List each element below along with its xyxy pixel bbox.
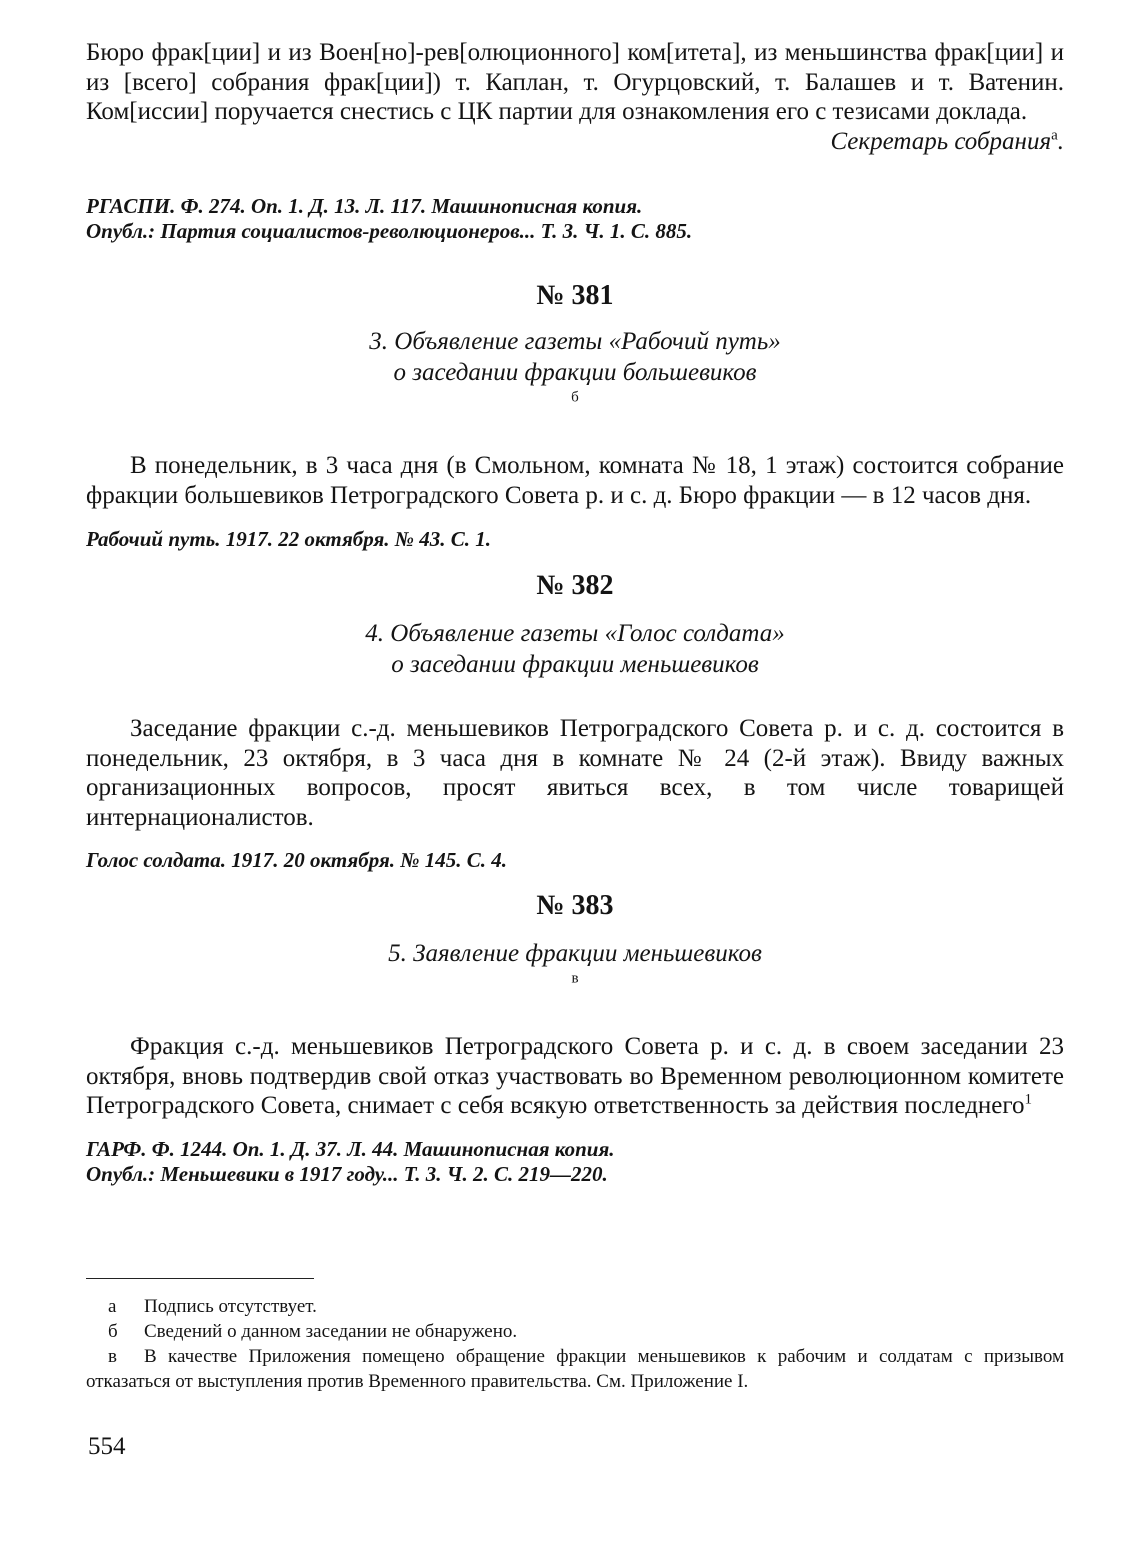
footnote-text: Подпись отсутствует. [144,1296,317,1317]
footnote [86,1344,1064,1394]
document-title-line1: 3. Объявление газеты «Рабочий путь» [369,328,781,355]
document-number: № 383 [536,890,614,921]
footnotes [86,1294,1064,1394]
document-source-line2: Опубл.: Меньшевики в 1917 году... Т. 3. Ч. 2. С. 219—220. [86,1161,608,1186]
signature-text: Секретарь собрания [830,127,1052,155]
top-paragraph: Бюро фрак[ции] и из Воен[но]-рев[олюционного] ком[итета], из меньшинства фрак[ции] и из [всего] собрания фрак[ции]) т. Каплан, т. Огурцовский, т. Балашев и т. Ватенин. Ком[иссии] поручается снестись с ЦК партии для ознакомления его с тезисами доклада. [86,39,1064,125]
document-title [86,618,1064,680]
document-title-line2: о заседании фракции большевиков [393,359,757,386]
document-source: Голос солдата. 1917. 20 октября. № 145. С. 4. [86,848,507,872]
source-top [86,194,1064,244]
document-body: Заседание фракции с.-д. меньшевиков Петроградского Совета р. и с. д. состоится в понедельник, 23 октября, в 3 часа дня в комнате № 24 (2-й этаж). Ввиду важных организационных вопросов, просят явиться всех, в том числе товарищей интернационалистов. [86,715,1064,831]
document-body: В понедельник, в 3 часа дня (в Смольном, комната № 18, 1 этаж) состоится собрание фракции большевиков Петроградского Совета р. и с. д. Бюро фракции — в 12 часов дня. [86,452,1064,509]
document-title-line2: о заседании фракции меньшевиков [391,651,759,678]
body-footnote-mark: 1 [1024,1091,1033,1108]
source-top-line2: Опубл.: Партия социалистов-революционеров... Т. 3. Ч. 1. С. 885. [86,219,693,243]
document-number: № 381 [536,280,614,311]
document-number: № 382 [536,570,614,601]
document-title [86,938,1064,1000]
title-footnote-mark: в [571,970,579,987]
document-382 [86,570,1064,873]
document-source [86,1137,1064,1187]
footnote-separator [86,1278,314,1279]
source-top-line1: РГАСПИ. Ф. 274. Оп. 1. Д. 13. Л. 117. Машинописная копия. [86,194,643,218]
footnote-mark: а [108,1296,117,1317]
document-source-line1: ГАРФ. Ф. 1244. Оп. 1. Д. 37. Л. 44. Машинописная копия. [86,1136,615,1161]
document-title-line1: 4. Объявление газеты «Голос солдата» [365,620,785,647]
footnote-mark: в [108,1346,117,1367]
page-number: 554 [88,1433,126,1460]
document-source: Рабочий путь. 1917. 22 октября. № 43. С. 1. [86,527,492,551]
document-body [86,1032,1064,1121]
footnote-text: Сведений о данном заседании не обнаружено. [144,1321,518,1342]
document-title-line1: 5. Заявление фракции меньшевиков [388,940,762,967]
footnote-mark: б [108,1321,118,1342]
signature-footnote-mark: а [1051,127,1058,144]
footnote-text: В качестве Приложения помещено обращение фракции меньшевиков к рабочим и солдатам с призывом отказаться от выступления против Временного правительства. См. Приложение I. [86,1346,1064,1392]
footnote [86,1294,1064,1319]
document-381 [86,280,1064,552]
document-body-text: Фракция с.-д. меньшевиков Петроградского Совета р. и с. д. в своем заседании 23 октября, вновь подтвердив свой отказ участвовать во Временном революционном комитете Петроградского Совета, снимает с себя всякую ответственность за действия последнего [86,1033,1064,1119]
title-footnote-mark: б [571,389,579,406]
continuation-section [86,38,1064,156]
signature: Секретарь собрания$^а$. [830,127,1064,155]
document-title [86,326,1064,419]
document-383 [86,890,1064,1187]
footnote [86,1319,1064,1344]
